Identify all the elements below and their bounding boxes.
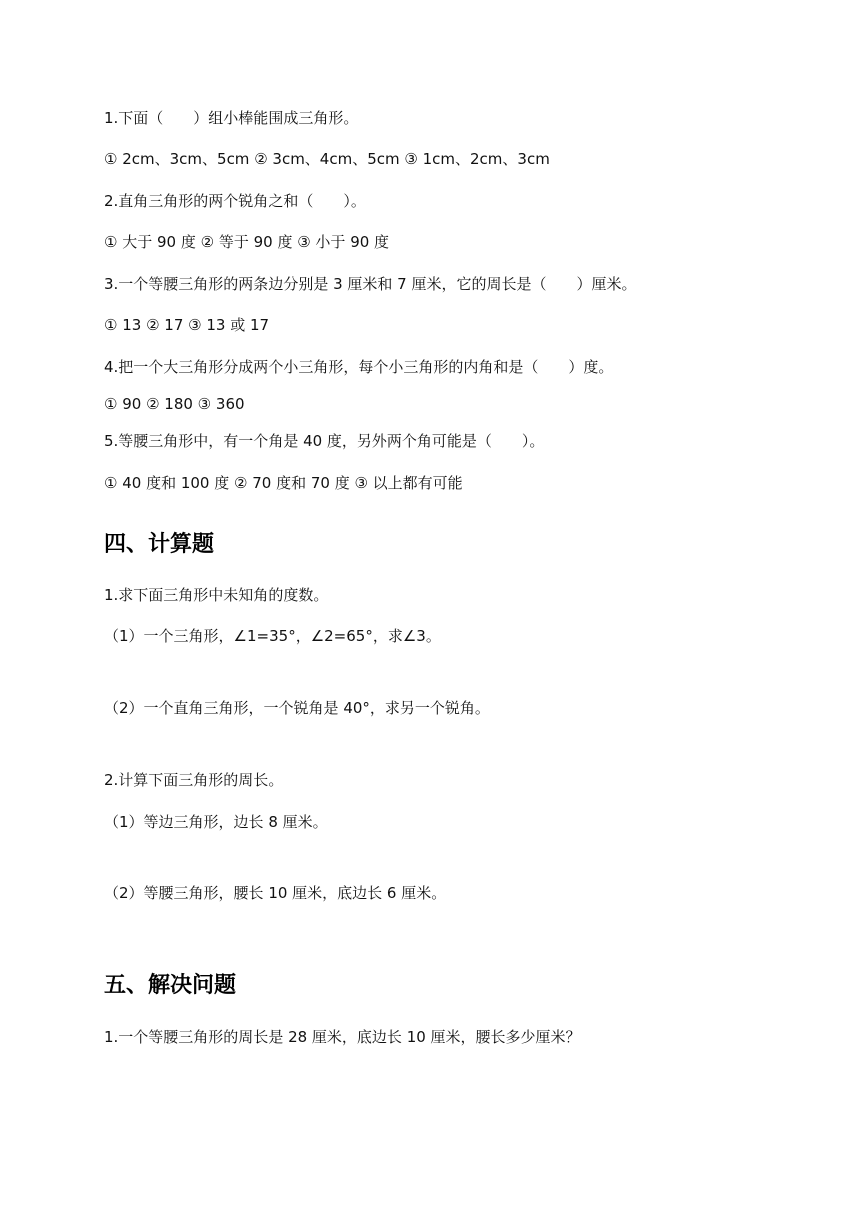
calc-question-1-part-2: （2）一个直角三角形，一个锐角是 40°，求另一个锐角。 bbox=[104, 699, 490, 717]
calc-question-2-part-1: （1）等边三角形，边长 8 厘米。 bbox=[104, 813, 328, 831]
calculation-section-heading: 四、计算题 bbox=[104, 532, 215, 557]
question-1-options: ① 2cm、3cm、5cm ② 3cm、4cm、5cm ③ 1cm、2cm、3cm bbox=[104, 150, 550, 168]
question-2-stem: 2.直角三角形的两个锐角之和（ ）。 bbox=[104, 192, 366, 210]
question-3-options: ① 13 ② 17 ③ 13 或 17 bbox=[104, 316, 270, 334]
calc-question-2-part-2: （2）等腰三角形，腰长 10 厘米，底边长 6 厘米。 bbox=[104, 884, 447, 902]
question-3-stem: 3.一个等腰三角形的两条边分别是 3 厘米和 7 厘米，它的周长是（ ）厘米。 bbox=[104, 275, 637, 293]
calc-question-1-stem: 1.求下面三角形中未知角的度数。 bbox=[104, 586, 329, 604]
calc-question-1-part-1: （1）一个三角形，∠1=35°，∠2=65°，求∠3。 bbox=[104, 627, 441, 645]
problem-solving-section-heading: 五、解决问题 bbox=[104, 973, 237, 998]
question-2-options: ① 大于 90 度 ② 等于 90 度 ③ 小于 90 度 bbox=[104, 233, 390, 251]
question-4-options: ① 90 ② 180 ③ 360 bbox=[104, 395, 245, 413]
question-5-stem: 5.等腰三角形中，有一个角是 40 度，另外两个角可能是（ ）。 bbox=[104, 432, 545, 450]
question-5-options: ① 40 度和 100 度 ② 70 度和 70 度 ③ 以上都有可能 bbox=[104, 474, 463, 492]
question-1-stem: 1.下面（ ）组小棒能围成三角形。 bbox=[104, 109, 359, 127]
calc-question-2-stem: 2.计算下面三角形的周长。 bbox=[104, 771, 284, 789]
question-4-stem: 4.把一个大三角形分成两个小三角形，每个小三角形的内角和是（ ）度。 bbox=[104, 358, 614, 376]
solve-question-1-stem: 1.一个等腰三角形的周长是 28 厘米，底边长 10 厘米，腰长多少厘米？ bbox=[104, 1028, 581, 1046]
